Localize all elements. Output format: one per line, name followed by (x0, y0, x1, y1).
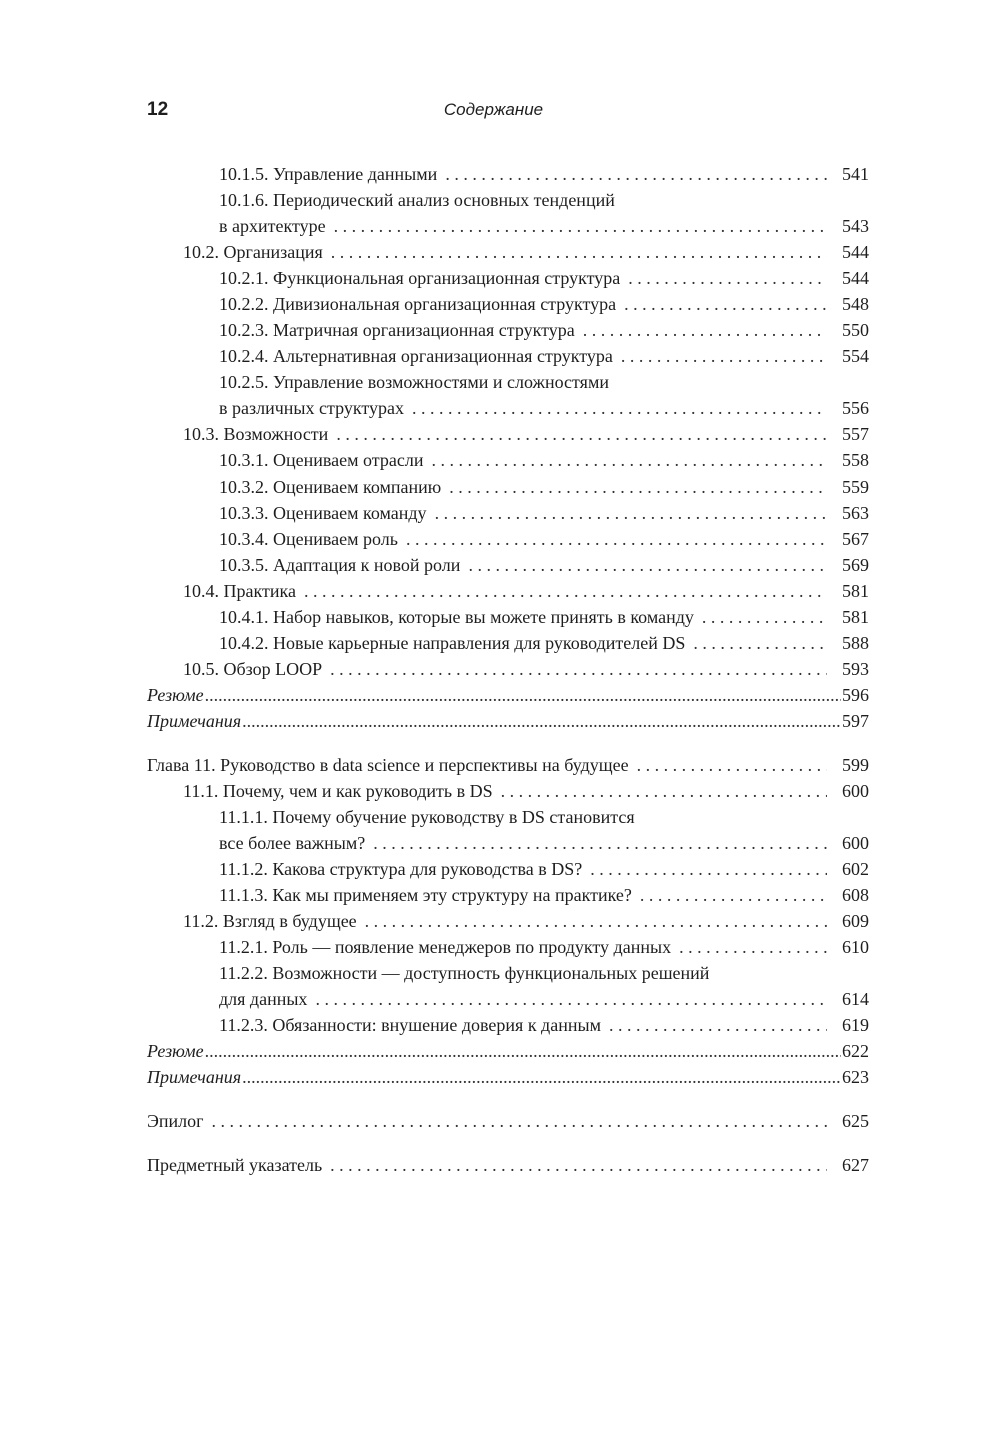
toc-entry[interactable] (219, 630, 869, 656)
toc-label: Примечания (147, 1067, 242, 1087)
dot-leader (583, 317, 827, 343)
dot-leader (334, 213, 827, 239)
toc-entry[interactable] (219, 1012, 869, 1038)
dot-leader (242, 708, 841, 734)
dot-leader (590, 856, 827, 882)
toc-page: 569 (842, 555, 869, 575)
toc-label: 10.2. Организация (183, 242, 323, 262)
toc-page: 608 (842, 885, 869, 905)
toc-entry[interactable] (219, 856, 869, 882)
toc-label: 11.1.3. Как мы применяем эту структуру на практике? (219, 885, 632, 905)
toc-entry[interactable] (219, 604, 869, 630)
dot-leader (609, 1012, 827, 1038)
toc-page: 554 (842, 346, 869, 366)
toc-entry[interactable] (219, 934, 869, 960)
toc-entry[interactable] (219, 187, 869, 213)
toc-page: 614 (842, 989, 869, 1009)
dot-leader (468, 552, 827, 578)
toc-entry[interactable] (183, 421, 869, 447)
dot-leader (205, 1038, 841, 1064)
toc-page: 622 (842, 1041, 869, 1061)
dot-leader (205, 682, 841, 708)
dot-leader (449, 474, 827, 500)
toc-label: 10.2.2. Дивизиональная организационная структура (219, 294, 617, 314)
toc-label: 10.2.4. Альтернативная организационная структура (219, 346, 613, 366)
dot-leader (445, 161, 827, 187)
toc-page: 550 (842, 320, 869, 340)
page-number: 12 (147, 99, 169, 120)
toc-label: 10.3.5. Адаптация к новой роли (219, 555, 461, 575)
dot-leader (373, 830, 827, 856)
toc-entry[interactable] (219, 291, 869, 317)
dot-leader (304, 578, 827, 604)
dot-leader (330, 1152, 827, 1178)
toc-page: 556 (842, 398, 869, 418)
dot-leader (702, 604, 827, 630)
toc-label: Резюме (147, 685, 204, 705)
toc-label: 11.1. Почему, чем и как руководить в DS (183, 781, 493, 801)
toc-page: 548 (842, 294, 869, 314)
toc-entry[interactable] (219, 213, 869, 239)
toc-label: 10.4. Практика (183, 581, 296, 601)
toc-entry[interactable] (219, 500, 869, 526)
toc-page: 610 (842, 937, 869, 957)
toc-label: все более важным? (219, 833, 366, 853)
toc-page: 600 (842, 833, 869, 853)
toc-page: 602 (842, 859, 869, 879)
dot-leader (242, 1064, 841, 1090)
toc-entry[interactable] (219, 395, 869, 421)
toc-entry[interactable] (147, 1064, 869, 1090)
toc-page: 627 (842, 1155, 869, 1175)
toc-label: 10.4.1. Набор навыков, которые вы можете принять в команду (219, 607, 694, 627)
toc-entry[interactable] (183, 239, 869, 265)
toc-label: Предметный указатель (147, 1155, 323, 1175)
dot-leader (640, 882, 827, 908)
toc-page: 599 (842, 755, 869, 775)
toc-page: 600 (842, 781, 869, 801)
toc-page: 581 (842, 581, 869, 601)
toc-entry[interactable] (147, 1038, 869, 1064)
toc-label: 10.3.3. Оцениваем команду (219, 503, 427, 523)
toc-page: 623 (842, 1067, 869, 1087)
toc-page: 581 (842, 607, 869, 627)
dot-leader (412, 395, 827, 421)
toc-label: Примечания (147, 711, 242, 731)
toc-entry[interactable] (147, 1152, 869, 1178)
toc-entry[interactable] (219, 960, 869, 986)
toc-label: 10.2.1. Функциональная организационная структура (219, 268, 621, 288)
dot-leader (330, 656, 827, 682)
toc-label: 10.1.5. Управление данными (219, 164, 438, 184)
toc-page: 541 (842, 164, 869, 184)
toc-page: 619 (842, 1015, 869, 1035)
toc-entry[interactable] (219, 526, 869, 552)
toc-page: 625 (842, 1111, 869, 1131)
toc-label: Глава 11. Руководство в data science и перспективы на будущее (147, 755, 629, 775)
toc-label: 11.2.2. Возможности — доступность функциональных решений (219, 963, 710, 983)
dot-leader (624, 291, 827, 317)
toc-page: 593 (842, 659, 869, 679)
toc-label: 10.2.5. Управление возможностями и сложностями (219, 372, 609, 392)
toc-label: 10.3.2. Оцениваем компанию (219, 477, 442, 497)
dot-leader (406, 526, 827, 552)
toc-entry[interactable] (219, 552, 869, 578)
dot-leader (637, 752, 827, 778)
toc-label: 11.1.2. Какова структура для руководства в DS? (219, 859, 583, 879)
toc-label: 11.1.1. Почему обучение руководству в DS становится (219, 807, 635, 827)
dot-leader (679, 934, 827, 960)
toc-entry[interactable] (183, 656, 869, 682)
toc-page: 597 (842, 711, 869, 731)
toc-label: 10.3.4. Оцениваем роль (219, 529, 398, 549)
dot-leader (331, 239, 827, 265)
dot-leader (628, 265, 827, 291)
toc-entry[interactable] (147, 1108, 869, 1134)
toc-entry[interactable] (219, 343, 869, 369)
toc-label: для данных (219, 989, 308, 1009)
toc-page: 567 (842, 529, 869, 549)
toc-entry[interactable] (219, 447, 869, 473)
toc-label: 10.1.6. Периодический анализ основных тенденций (219, 190, 615, 210)
toc-entry[interactable] (183, 908, 869, 934)
dot-leader (212, 1108, 827, 1134)
toc-label: 10.3.1. Оцениваем отрасли (219, 450, 424, 470)
toc-label: Резюме (147, 1041, 204, 1061)
toc-label: в архитектуре (219, 216, 326, 236)
dot-leader (315, 986, 827, 1012)
dot-leader (501, 778, 827, 804)
toc-entry[interactable] (183, 778, 869, 804)
toc-entry[interactable] (183, 578, 869, 604)
toc-entry[interactable] (219, 369, 869, 395)
toc-page: 557 (842, 424, 869, 444)
toc-page: 559 (842, 477, 869, 497)
toc-label: 10.5. Обзор LOOP (183, 659, 323, 679)
toc-entry[interactable] (219, 474, 869, 500)
toc-label: 10.2.3. Матричная организационная структура (219, 320, 575, 340)
toc-entry[interactable] (147, 752, 869, 778)
dot-leader (336, 421, 827, 447)
toc-page: 609 (842, 911, 869, 931)
toc-page: 596 (842, 685, 869, 705)
toc-entry[interactable] (219, 986, 869, 1012)
dot-leader (431, 447, 827, 473)
toc-page: 544 (842, 268, 869, 288)
toc-label: в различных структурах (219, 398, 404, 418)
dot-leader (435, 500, 827, 526)
toc-entry[interactable] (219, 882, 869, 908)
toc-page: 543 (842, 216, 869, 236)
toc-entry[interactable] (219, 161, 869, 187)
toc-entry[interactable] (147, 708, 869, 734)
toc-page: 588 (842, 633, 869, 653)
dot-leader (365, 908, 827, 934)
toc-entry[interactable] (219, 265, 869, 291)
running-title: Содержание (443, 100, 544, 119)
toc-entry[interactable] (147, 682, 869, 708)
toc-entry[interactable] (219, 804, 869, 830)
dot-leader (693, 630, 827, 656)
toc-label: Эпилог (147, 1111, 204, 1131)
toc-label: 11.2. Взгляд в будущее (183, 911, 357, 931)
dot-leader (621, 343, 827, 369)
toc-entry[interactable] (219, 830, 869, 856)
toc-page: 558 (842, 450, 869, 470)
toc-entry[interactable] (219, 317, 869, 343)
toc-page: 544 (842, 242, 869, 262)
toc-label: 10.3. Возможности (183, 424, 329, 444)
toc-label: 11.2.1. Роль — появление менеджеров по продукту данных (219, 937, 672, 957)
toc-label: 11.2.3. Обязанности: внушение доверия к данным (219, 1015, 601, 1035)
toc-label: 10.4.2. Новые карьерные направления для руководителей DS (219, 633, 686, 653)
toc-page: 563 (842, 503, 869, 523)
